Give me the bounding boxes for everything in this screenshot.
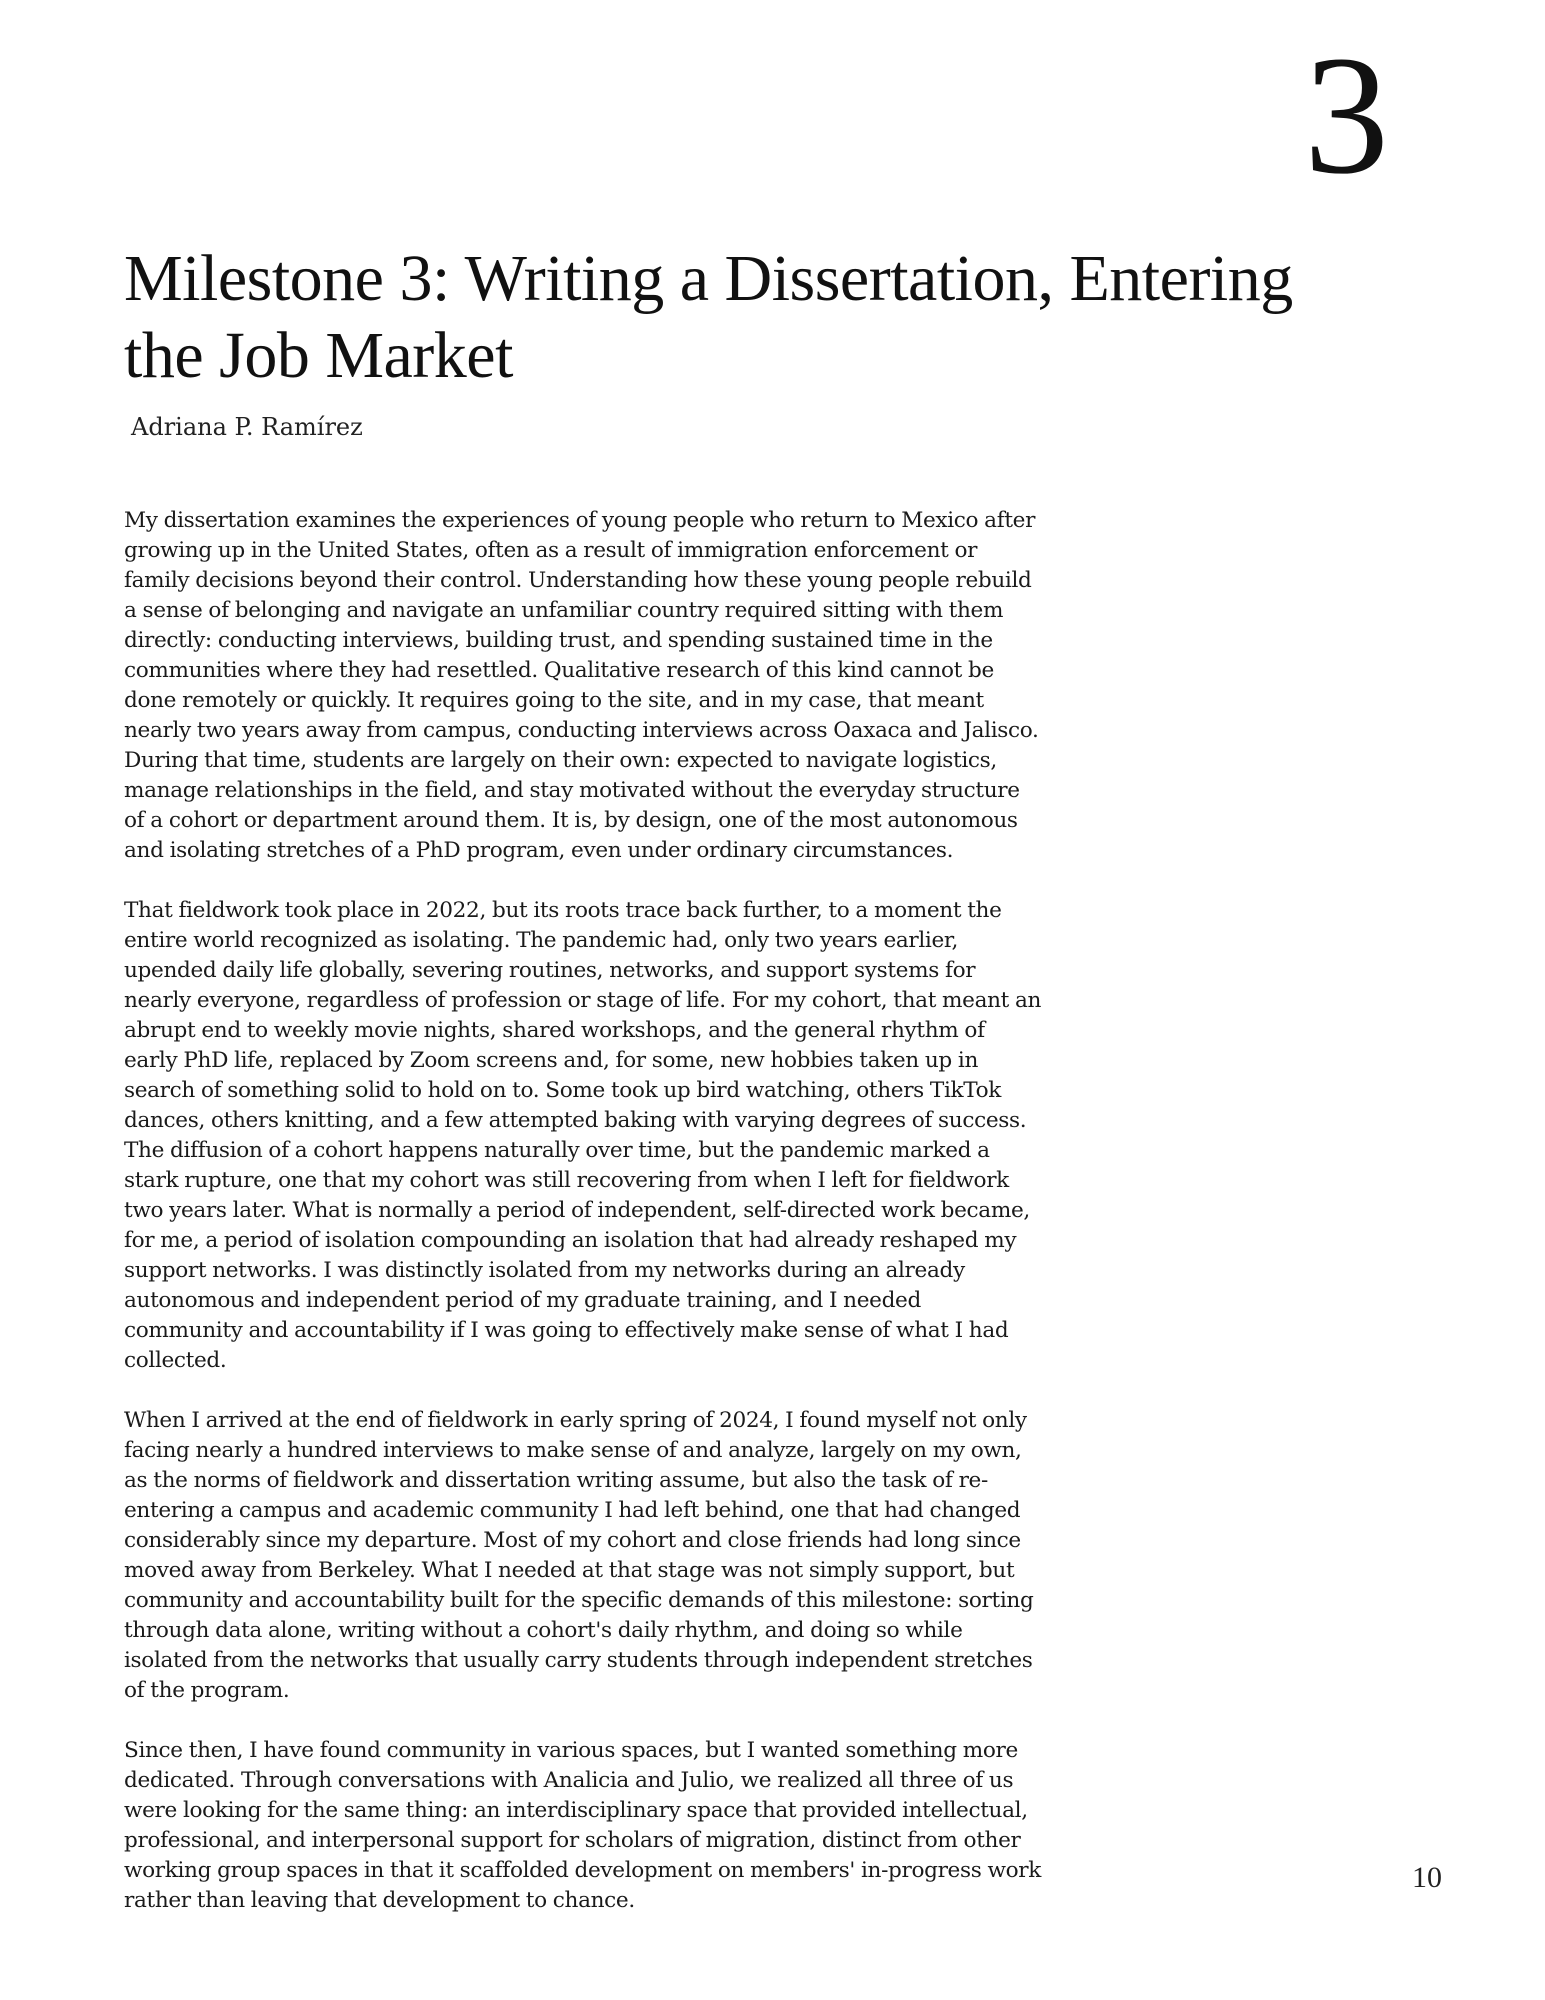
paragraph: Since then, I have found community in various spaces, but I wanted something more dedicated. Through conversations with Analicia and Julio, we realized all three of us were looking for the same thing: an interdisciplinary space that provided intellectual, professional, and interpersonal support for scholars of migration, distinct from other working group spaces in that it scaffolded development on members' in-progress work rather than leaving that development to chance. (124, 1738, 1041, 1913)
chapter-number: 3 (1304, 21, 1389, 209)
paragraph: My dissertation examines the experiences of young people who return to Mexico after growing up in the United States, often as a result of immigration enforcement or family decisions beyond their control. Understanding how these young people rebuild a sense of belonging and navigate an unfamiliar country required sitting with them directly: conducting interviews, building trust, and spending sustained time in the communities where they had resettled. Qualitative research of this kind cannot be done remotely or quickly. It requires going to the site, and in my case, that meant nearly two years away from campus, conducting interviews across Oaxaca and Jalisco. During that time, students are largely on their own: expected to navigate logistics, manage relationships in the field, and stay motivated without the everyday structure of a cohort or department around them. It is, by design, one of the most autonomous and isolating stretches of a PhD program, even under ordinary circumstances. (124, 508, 1039, 863)
body-text (124, 506, 1044, 1946)
chapter-author: Adriana P. Ramírez (131, 413, 363, 441)
chapter-title: Milestone 3: Writing a Dissertation, Entering the Job Market (124, 242, 1293, 392)
paragraph: When I arrived at the end of fieldwork in early spring of 2024, I found myself not only facing nearly a hundred interviews to make sense of and analyze, largely on my own, as the norms of fieldwork and dissertation writing assume, but also the task of re-entering a campus and academic community I had left behind, one that had changed considerably since my departure. Most of my cohort and close friends had long since moved away from Berkeley. What I needed at that stage was not simply support, but community and accountability built for the specific demands of this milestone: sorting through data alone, writing without a cohort's daily rhythm, and doing so while isolated from the networks that usually carry students through independent stretches of the program. (124, 1408, 1034, 1703)
paragraph: That fieldwork took place in 2022, but its roots trace back further, to a moment the entire world recognized as isolating. The pandemic had, only two years earlier, upended daily life globally, severing routines, networks, and support systems for nearly everyone, regardless of profession or stage of life. For my cohort, that meant an abrupt end to weekly movie nights, shared workshops, and the general rhythm of early PhD life, replaced by Zoom screens and, for some, new hobbies taken up in search of something solid to hold on to. Some took up bird watching, others TikTok dances, others knitting, and a few attempted baking with varying degrees of success. The diffusion of a cohort happens naturally over time, but the pandemic marked a stark rupture, one that my cohort was still recovering from when I left for fieldwork two years later. What is normally a period of independent, self-directed work became, for me, a period of isolation compounding an isolation that had already reshaped my support networks. I was distinctly isolated from my networks during an already autonomous and independent period of my graduate training, and I needed community and accountability if I was going to effectively make sense of what I had collected. (124, 898, 1042, 1373)
page-number: 10 (1412, 1861, 1442, 1894)
